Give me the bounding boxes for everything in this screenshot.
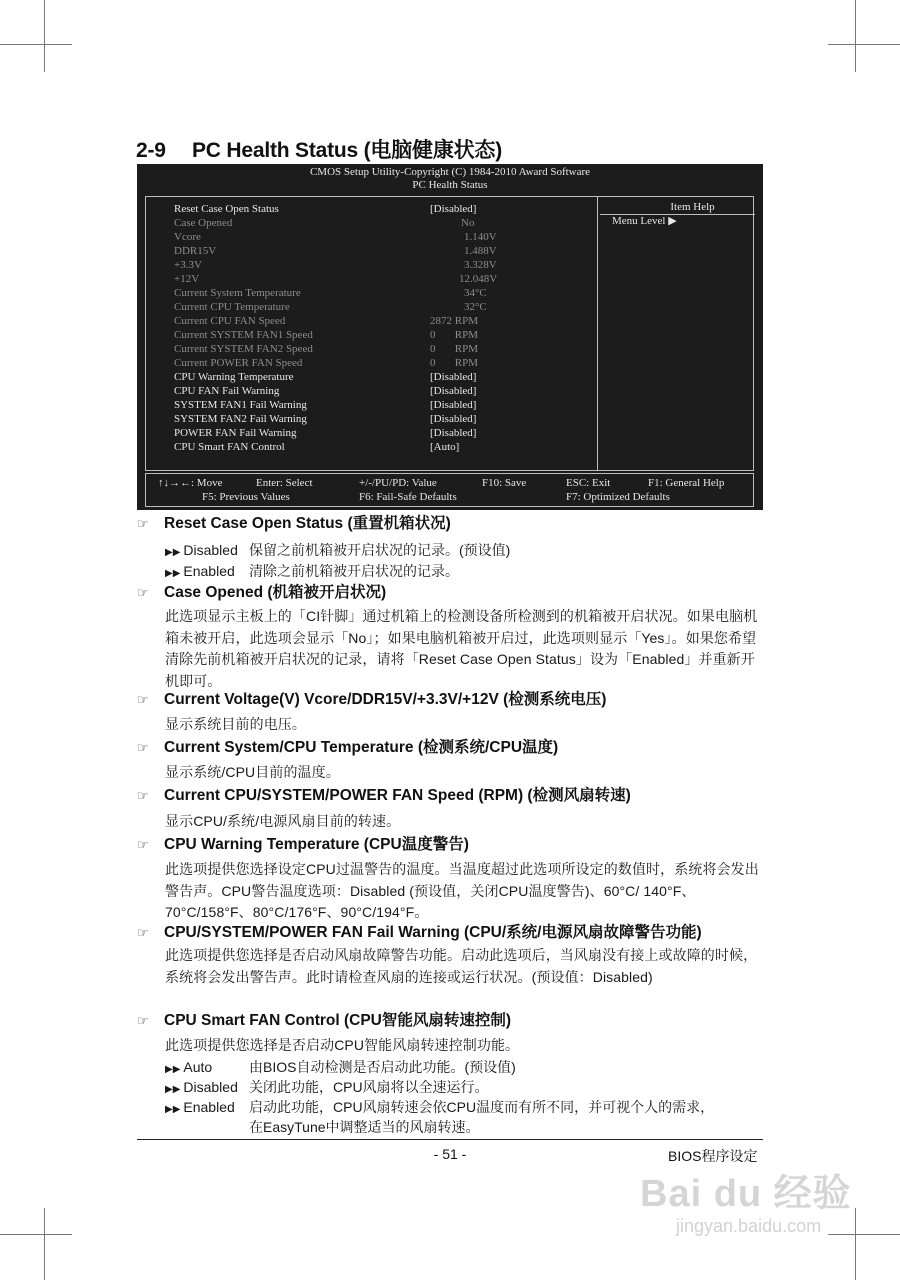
item-heading-temperature [137,738,558,758]
crop-mark [855,0,856,72]
double-arrow-icon: ▶▶ [165,1104,181,1115]
bios-row-value: 2872 RPM [430,315,478,327]
key-f1: F1: General Help [648,477,725,489]
bios-row-label: DDR15V [174,245,217,257]
crop-mark [0,44,72,45]
option-text: 关闭此功能，CPU风扇将以全速运行。 [249,1079,489,1095]
key-f10: F10: Save [482,477,527,489]
item-description: 此选项提供您选择是否启动CPU智能风扇转速控制功能。 [165,1037,520,1053]
bios-row-label: Current POWER FAN Speed [174,357,303,369]
page-number: - 51 - [433,1146,467,1162]
item-description: 此选项提供您选择设定CPU过温警告的温度。当温度超过此选项所设定的数值时，系统将会发出警告声。CPU警告温度选项：Disabled (预设值，关闭CPU温度警告)、60°C/ 140°F、70°C/158°F、80°C/176°F、90°C/194°F。 [165,861,759,920]
bios-page-title: PC Health Status [412,179,488,191]
pointer-icon: ☞ [137,585,149,600]
pointer-icon: ☞ [137,516,149,531]
item-heading-voltage [137,690,606,710]
crop-mark [828,44,900,45]
item-heading-text: CPU/SYSTEM/POWER FAN Fail Warning (CPU/系统/电源风扇故障警告功能) [164,924,702,941]
pointer-icon: ☞ [137,1013,149,1028]
menu-level: Menu Level ▶ [612,215,677,227]
bios-row-label: Current CPU Temperature [174,301,290,313]
option-text: 清除之前机箱被开启状况的记录。 [249,563,459,579]
bios-key-legend [145,473,754,507]
item-heading-text: Current Voltage(V) Vcore/DDR15V/+3.3V/+12V (检测系统电压) [164,691,607,708]
crop-mark [44,0,45,72]
bios-row-value: 0 RPM [430,329,478,341]
bios-row-value: 1.140V [464,231,497,243]
bios-copyright: CMOS Setup Utility-Copyright (C) 1984-2010 Award Software [309,166,591,178]
baidu-watermark-url: jingyan.baidu.com [676,1216,822,1236]
option-text-continued: 在EasyTune中调整适当的风扇转速。 [249,1119,480,1135]
bios-row-label: POWER FAN Fail Warning [174,427,297,439]
bios-row-value: [Disabled] [430,385,477,397]
bios-row-value: 3.328V [464,259,497,271]
bios-row-value: 1.488V [464,245,497,257]
option-key: Enabled [183,1099,235,1115]
item-help-title: Item Help [600,201,755,215]
bios-row-value: [Disabled] [430,371,477,383]
pointer-icon: ☞ [137,837,149,852]
double-arrow-icon: ▶▶ [165,568,181,579]
crop-mark [0,1234,72,1235]
bios-row-label: CPU FAN Fail Warning [174,385,280,397]
option-key: Enabled [183,563,235,579]
key-f6: F6: Fail-Safe Defaults [359,491,457,503]
key-value: +/-/PU/PD: Value [359,477,437,489]
key-f7: F7: Optimized Defaults [566,491,670,503]
item-heading-text: Case Opened (机箱被开启状况) [164,584,387,601]
item-heading-text: Reset Case Open Status (重置机箱状况) [164,515,451,532]
item-description: 此选项显示主板上的「CI针脚」通过机箱上的检测设备所检测到的机箱被开启状况。如果电脑机箱未被开启，此选项会显示「No」；如果电脑机箱被开启过，此选项则显示「Yes」。如果您希望清除先前机箱被开启状况的记录，请将「Reset Case Open Status」设为「Enabled」并重新开机即可。 [165,608,758,689]
option-key: Disabled [183,1079,238,1095]
bios-row-value: 0 RPM [430,343,478,355]
bios-frame [145,196,754,471]
bios-row-value: [Disabled] [430,427,477,439]
section-title [136,134,502,164]
crop-mark [855,1208,856,1280]
pointer-icon: ☞ [137,925,149,940]
bios-settings-panel [146,197,598,470]
footer-rule [137,1139,763,1140]
bios-row-label: Current System Temperature [174,287,301,299]
item-description: 显示系统/CPU目前的温度。 [165,764,340,780]
key-esc: ESC: Exit [566,477,611,489]
bios-row-label: Vcore [174,231,201,243]
bios-row-value: No [461,217,475,229]
bios-row-label: Current SYSTEM FAN2 Speed [174,343,313,355]
section-number: 2-9 [136,139,166,162]
pointer-icon: ☞ [137,740,149,755]
item-heading-text: Current CPU/SYSTEM/POWER FAN Speed (RPM) (检测风扇转速) [164,787,631,804]
key-move: ↑↓→←: Move [158,477,223,489]
bios-row-label: +12V [174,273,200,285]
bios-row-value: [Disabled] [430,399,477,411]
item-heading-smart-fan [137,1011,511,1031]
item-heading-text: CPU Smart FAN Control (CPU智能风扇转速控制) [164,1012,512,1029]
bios-row-label: Reset Case Open Status [174,203,279,215]
option-disabled [165,540,510,563]
bios-row-value: [Disabled] [430,413,477,425]
pointer-icon: ☞ [137,692,149,707]
bios-row-label: Current CPU FAN Speed [174,315,286,327]
item-heading-cpu-warning [137,835,469,855]
item-heading-text: CPU Warning Temperature (CPU温度警告) [164,836,469,853]
key-enter: Enter: Select [256,477,313,489]
bios-row-value: [Disabled] [430,203,477,215]
option-enabled [165,561,459,584]
bios-row-value: [Auto] [430,441,460,453]
double-arrow-icon: ▶▶ [165,1084,181,1095]
bios-row-label: CPU Smart FAN Control [174,441,285,453]
bios-row-label: Case Opened [174,217,233,229]
item-description: 此选项提供您选择是否启动风扇故障警告功能。启动此选项后，当风扇没有接上或故障的时候，系统将会发出警告声。此时请检查风扇的连接或运行状况。(预设值：Disabled) [165,947,758,985]
item-description: 显示CPU/系统/电源风扇目前的转速。 [165,813,401,829]
option-text: 启动此功能，CPU风扇转速会依CPU温度而有所不同，并可视个人的需求， [249,1099,715,1115]
bios-row-value: 0 RPM [430,357,478,369]
bios-row-label: CPU Warning Temperature [174,371,294,383]
item-heading-fan-fail [137,923,702,943]
bios-row-label: SYSTEM FAN2 Fail Warning [174,413,307,425]
item-heading-case-opened [137,583,386,603]
item-description: 显示系统目前的电压。 [165,716,306,732]
section-heading: PC Health Status (电脑健康状态) [192,139,503,162]
option-text: 保留之前机箱被开启状况的记录。(预设值) [249,542,511,558]
chapter-name: BIOS程序设定 [668,1148,758,1164]
item-heading-fan-speed [137,786,631,806]
double-arrow-icon: ▶▶ [165,547,181,558]
baidu-watermark-logo: Bai du 经验 [640,1173,852,1215]
crop-mark [44,1208,45,1280]
bios-row-label: +3.3V [174,259,202,271]
bios-row-value: 32°C [464,301,487,313]
pointer-icon: ☞ [137,788,149,803]
key-f5: F5: Previous Values [202,491,290,503]
bios-header [137,164,763,192]
option-key: Auto [183,1059,213,1075]
bios-screen [137,164,763,510]
item-heading-reset-case [137,514,451,534]
item-heading-text: Current System/CPU Temperature (检测系统/CPU温度) [164,739,559,756]
bios-row-value: 12.048V [459,273,498,285]
double-arrow-icon: ▶▶ [165,1064,181,1075]
option-text: 由BIOS自动检测是否启动此功能。(预设值) [249,1059,516,1075]
crop-mark [828,1234,900,1235]
bios-row-label: SYSTEM FAN1 Fail Warning [174,399,307,411]
bios-row-value: 34°C [464,287,487,299]
option-key: Disabled [183,542,238,558]
bios-row-label: Current SYSTEM FAN1 Speed [174,329,313,341]
